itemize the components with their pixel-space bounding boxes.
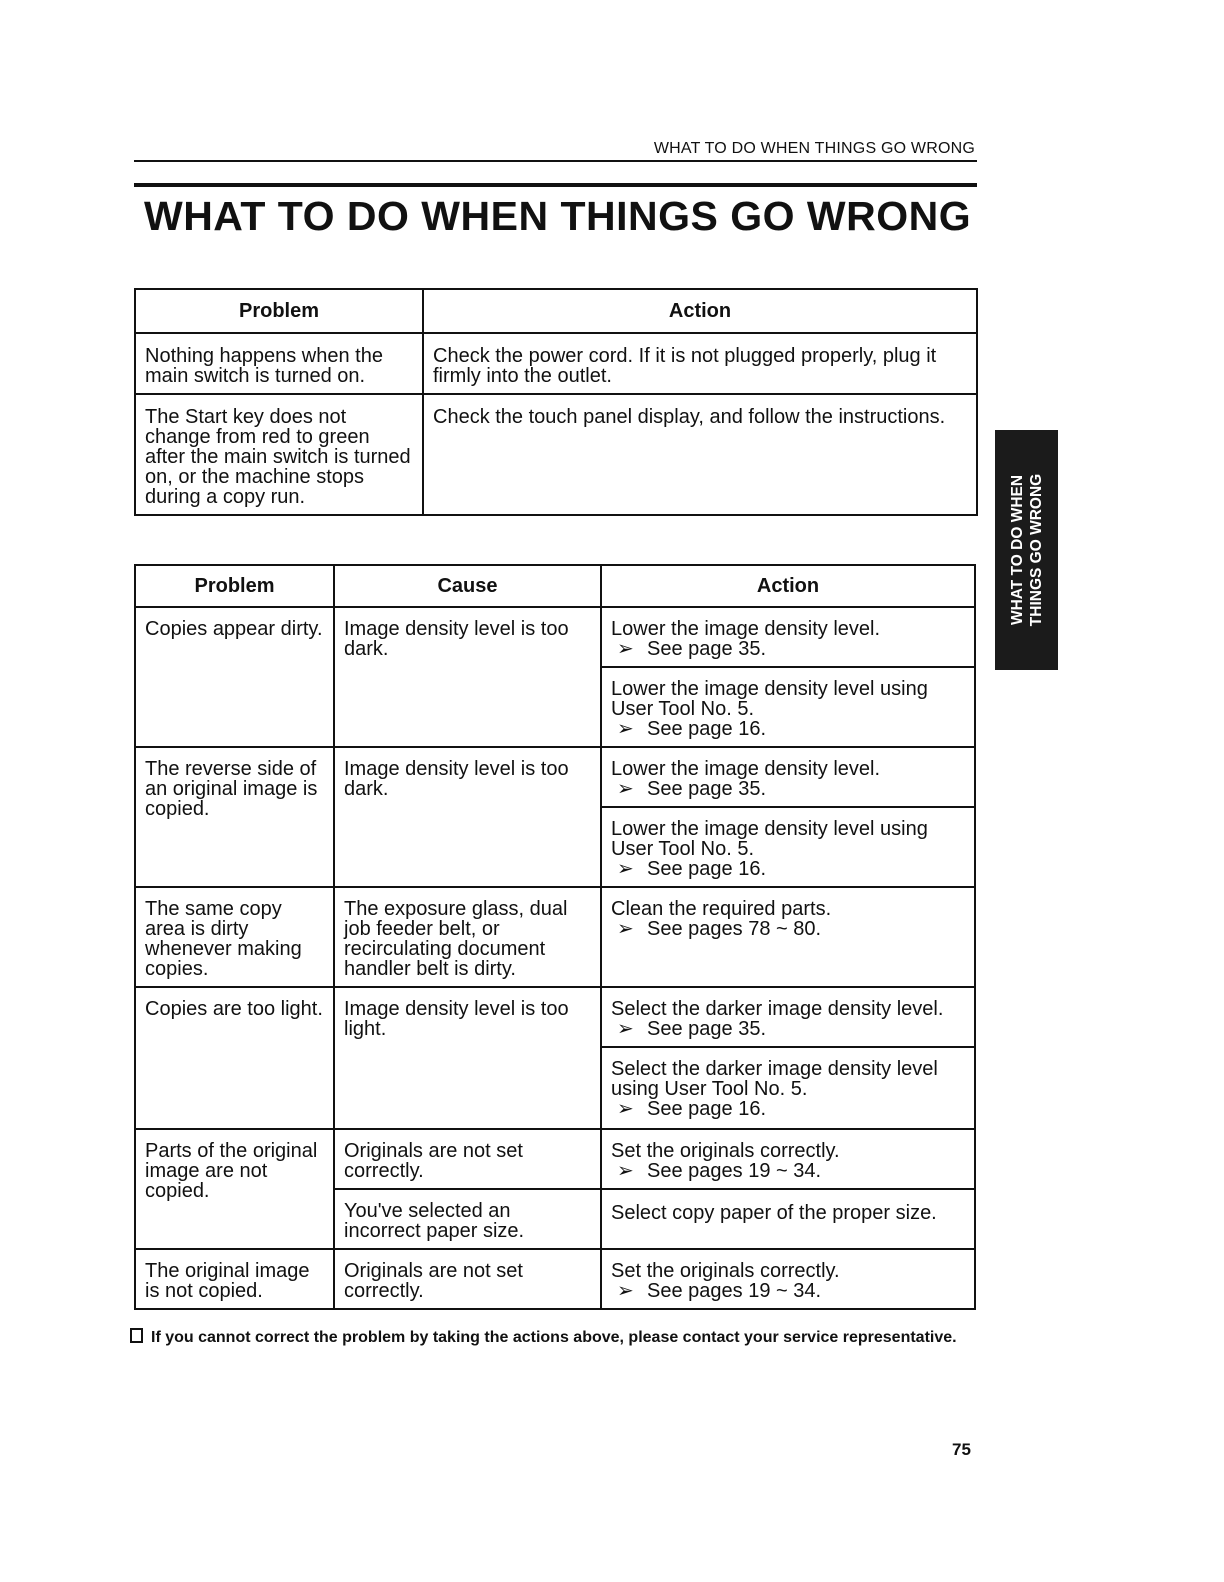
- table-row: [135, 987, 975, 1047]
- table-row: [135, 1129, 975, 1189]
- reference-text: See page 16.: [647, 1098, 766, 1120]
- basic-problems-table: [134, 288, 978, 516]
- problem-cell: Parts of the original image are not copied.: [135, 1129, 334, 1249]
- arrow-icon: ➢: [617, 1160, 634, 1182]
- running-header-text: WHAT TO DO WHEN THINGS GO WRONG: [653, 140, 975, 157]
- problem-cell: The Start key does not change from red to green after the main switch is turned on, or the machine stops during a copy run.: [135, 394, 423, 515]
- action-cell: Select copy paper of the proper size.: [601, 1189, 975, 1249]
- reference-text: See pages 78 ~ 80.: [647, 918, 822, 940]
- arrow-icon: ➢: [617, 858, 634, 880]
- action-cell: [601, 1047, 975, 1129]
- action-cell: [601, 807, 975, 887]
- action-cell: [601, 1129, 975, 1189]
- problem-cell: The same copy area is dirty whenever making copies.: [135, 887, 334, 987]
- page-reference: [611, 859, 965, 879]
- copy-quality-table: [134, 564, 976, 1310]
- action-text: Select the darker image density level.: [611, 998, 944, 1020]
- problem-cell: Copies are too light.: [135, 987, 334, 1129]
- problem-cell: Nothing happens when the main switch is turned on.: [135, 333, 423, 394]
- page-number: 75: [952, 1440, 971, 1459]
- action-text: Set the originals correctly.: [611, 1140, 840, 1162]
- reference-text: See pages 19 ~ 34.: [647, 1280, 822, 1302]
- action-text: Select the darker image density level using User Tool No. 5.: [611, 1058, 938, 1100]
- table-row: [135, 1249, 975, 1309]
- cause-cell: The exposure glass, dual job feeder belt, or recirculating document handler belt is dirty.: [334, 887, 601, 987]
- table-row: [135, 333, 977, 394]
- table-row: [135, 887, 975, 987]
- page-reference: [611, 1161, 965, 1181]
- header-problem: Problem: [135, 289, 423, 333]
- action-text: Lower the image density level using User Tool No. 5.: [611, 818, 928, 860]
- reference-text: See page 16.: [647, 858, 766, 880]
- arrow-icon: ➢: [617, 918, 634, 940]
- reference-text: See pages 19 ~ 34.: [647, 1160, 822, 1182]
- page-reference: [611, 919, 965, 939]
- reference-text: See page 35.: [647, 638, 766, 660]
- header-problem: Problem: [135, 565, 334, 607]
- side-tab-line1: WHAT TO DO WHEN: [1008, 474, 1026, 626]
- problem-cell: Copies appear dirty.: [135, 607, 334, 747]
- table-row: [135, 747, 975, 807]
- reference-text: See page 35.: [647, 1018, 766, 1040]
- reference-text: See page 35.: [647, 778, 766, 800]
- action-text: Set the originals correctly.: [611, 1260, 840, 1282]
- action-cell: [601, 1249, 975, 1309]
- action-cell: [601, 887, 975, 987]
- arrow-icon: ➢: [617, 718, 634, 740]
- arrow-icon: ➢: [617, 638, 634, 660]
- header-action: Action: [601, 565, 975, 607]
- action-cell: [601, 987, 975, 1047]
- arrow-icon: ➢: [617, 1280, 634, 1302]
- problem-cell: The original image is not copied.: [135, 1249, 334, 1309]
- cause-cell: Image density level is too dark.: [334, 607, 601, 747]
- title-rule: [134, 183, 977, 187]
- page-reference: [611, 719, 965, 739]
- page-reference: [611, 1281, 965, 1301]
- cause-cell: Image density level is too light.: [334, 987, 601, 1129]
- action-cell: [601, 607, 975, 667]
- page-title: WHAT TO DO WHEN THINGS GO WRONG: [144, 193, 972, 239]
- arrow-icon: ➢: [617, 1098, 634, 1120]
- action-cell: Check the power cord. If it is not plugged properly, plug it firmly into the outlet.: [423, 333, 977, 394]
- reference-text: See page 16.: [647, 718, 766, 740]
- action-text: Lower the image density level.: [611, 758, 881, 780]
- page-reference: [611, 779, 965, 799]
- action-text: Lower the image density level using User Tool No. 5.: [611, 678, 928, 720]
- header-action: Action: [423, 289, 977, 333]
- checkbox-bullet-icon: [130, 1328, 143, 1343]
- cause-cell: Originals are not set correctly.: [334, 1249, 601, 1309]
- header-cause: Cause: [334, 565, 601, 607]
- running-header: [134, 138, 977, 162]
- page-reference: [611, 1019, 965, 1039]
- action-cell: [601, 667, 975, 747]
- footnote-text: If you cannot correct the problem by taking the actions above, please contact your service representative.: [151, 1329, 957, 1346]
- cause-cell: You've selected an incorrect paper size.: [334, 1189, 601, 1249]
- cause-cell: Image density level is too dark.: [334, 747, 601, 887]
- arrow-icon: ➢: [617, 778, 634, 800]
- problem-cell: The reverse side of an original image is copied.: [135, 747, 334, 887]
- table-row: [135, 394, 977, 515]
- cause-cell: Originals are not set correctly.: [334, 1129, 601, 1189]
- page-reference: [611, 1099, 965, 1119]
- arrow-icon: ➢: [617, 1018, 634, 1040]
- action-cell: Check the touch panel display, and follow the instructions.: [423, 394, 977, 515]
- action-text: Clean the required parts.: [611, 898, 832, 920]
- side-tab-line2: THINGS GO WRONG: [1027, 473, 1045, 627]
- section-side-tab: [995, 430, 1058, 670]
- table-row: [135, 607, 975, 667]
- page-reference: [611, 639, 965, 659]
- footnote: [130, 1328, 957, 1347]
- action-text: Lower the image density level.: [611, 618, 881, 640]
- action-cell: [601, 747, 975, 807]
